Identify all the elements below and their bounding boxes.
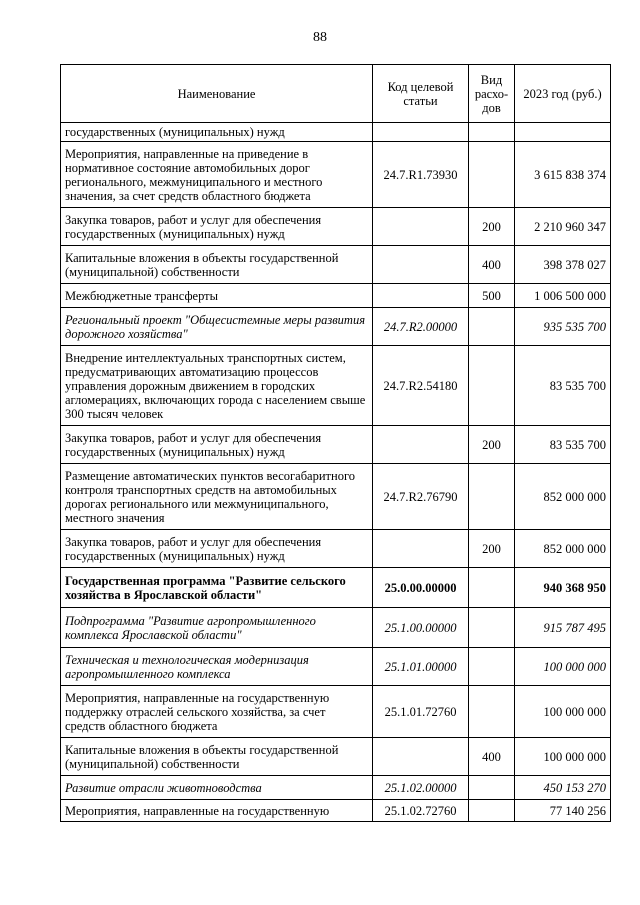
row-code: 24.7.R1.73930	[373, 142, 469, 208]
row-kind: 200	[469, 208, 515, 246]
row-code	[373, 738, 469, 776]
row-kind: 400	[469, 246, 515, 284]
row-kind	[469, 123, 515, 142]
row-name: Размещение автоматических пунктов весогабаритного контроля транспортных средств на автомобильных дорогах регионального или межмуниципального, местного значения	[61, 464, 373, 530]
table-row	[61, 800, 611, 822]
table-body	[61, 123, 611, 822]
table-row	[61, 530, 611, 568]
row-sum: 100 000 000	[515, 648, 611, 686]
row-code: 24.7.R2.76790	[373, 464, 469, 530]
row-sum	[515, 123, 611, 142]
table-row	[61, 284, 611, 308]
row-name: Закупка товаров, работ и услуг для обеспечения государственных (муниципальных) нужд	[61, 208, 373, 246]
row-name: Мероприятия, направленные на приведение в нормативное состояние автомобильных дорог регионального, межмуниципального и местного значения, за счет средств областного бюджета	[61, 142, 373, 208]
budget-table	[60, 64, 611, 822]
row-code: 25.1.02.72760	[373, 800, 469, 822]
table-row	[61, 608, 611, 648]
row-kind	[469, 142, 515, 208]
row-sum: 852 000 000	[515, 530, 611, 568]
row-code	[373, 426, 469, 464]
row-kind	[469, 648, 515, 686]
row-code: 24.7.R2.00000	[373, 308, 469, 346]
row-sum: 3 615 838 374	[515, 142, 611, 208]
row-code: 25.0.00.00000	[373, 568, 469, 608]
row-code	[373, 208, 469, 246]
row-code: 25.1.01.72760	[373, 686, 469, 738]
table-row	[61, 208, 611, 246]
row-name: Техническая и технологическая модернизация агропромышленного комплекса	[61, 648, 373, 686]
table-row	[61, 686, 611, 738]
row-sum: 83 535 700	[515, 346, 611, 426]
row-code	[373, 530, 469, 568]
table-row	[61, 648, 611, 686]
table-row	[61, 738, 611, 776]
row-kind	[469, 776, 515, 800]
row-kind	[469, 346, 515, 426]
row-kind: 200	[469, 530, 515, 568]
row-kind: 200	[469, 426, 515, 464]
row-sum: 398 378 027	[515, 246, 611, 284]
table-row	[61, 142, 611, 208]
table-row	[61, 346, 611, 426]
header-sum: 2023 год (руб.)	[515, 65, 611, 123]
row-kind	[469, 800, 515, 822]
row-kind	[469, 568, 515, 608]
row-sum: 77 140 256	[515, 800, 611, 822]
row-kind	[469, 608, 515, 648]
row-name: Подпрограмма "Развитие агропромышленного комплекса Ярославской области"	[61, 608, 373, 648]
table-row	[61, 246, 611, 284]
row-sum: 100 000 000	[515, 738, 611, 776]
row-code	[373, 284, 469, 308]
row-kind	[469, 308, 515, 346]
row-kind: 400	[469, 738, 515, 776]
table-header-row	[61, 65, 611, 123]
row-code: 24.7.R2.54180	[373, 346, 469, 426]
row-sum: 100 000 000	[515, 686, 611, 738]
row-name: Государственная программа "Развитие сельского хозяйства в Ярославской области"	[61, 568, 373, 608]
table-row	[61, 568, 611, 608]
row-sum: 852 000 000	[515, 464, 611, 530]
row-kind	[469, 464, 515, 530]
row-name: Закупка товаров, работ и услуг для обеспечения государственных (муниципальных) нужд	[61, 426, 373, 464]
row-sum: 915 787 495	[515, 608, 611, 648]
row-sum: 450 153 270	[515, 776, 611, 800]
row-sum: 83 535 700	[515, 426, 611, 464]
row-kind: 500	[469, 284, 515, 308]
header-name: Наименование	[61, 65, 373, 123]
row-code: 25.1.00.00000	[373, 608, 469, 648]
row-name: Капитальные вложения в объекты государственной (муниципальной) собственности	[61, 246, 373, 284]
row-name: Мероприятия, направленные на государственную поддержку отраслей сельского хозяйства, за счет средств областного бюджета	[61, 686, 373, 738]
row-code	[373, 123, 469, 142]
row-code	[373, 246, 469, 284]
row-name: Закупка товаров, работ и услуг для обеспечения государственных (муниципальных) нужд	[61, 530, 373, 568]
row-sum: 940 368 950	[515, 568, 611, 608]
header-kind: Вид расхо-дов	[469, 65, 515, 123]
row-code: 25.1.02.00000	[373, 776, 469, 800]
row-name: Межбюджетные трансферты	[61, 284, 373, 308]
table-row	[61, 464, 611, 530]
row-name: Капитальные вложения в объекты государственной (муниципальной) собственности	[61, 738, 373, 776]
row-sum: 2 210 960 347	[515, 208, 611, 246]
row-code: 25.1.01.00000	[373, 648, 469, 686]
row-kind	[469, 686, 515, 738]
row-name: Развитие отрасли животноводства	[61, 776, 373, 800]
row-name: государственных (муниципальных) нужд	[61, 123, 373, 142]
row-name: Региональный проект "Общесистемные меры развития дорожного хозяйства"	[61, 308, 373, 346]
row-name: Мероприятия, направленные на государственную	[61, 800, 373, 822]
table-row	[61, 308, 611, 346]
table-row	[61, 426, 611, 464]
table-row	[61, 123, 611, 142]
page-number: 88	[313, 30, 327, 45]
row-sum: 1 006 500 000	[515, 284, 611, 308]
header-code: Код целевой статьи	[373, 65, 469, 123]
table-row	[61, 776, 611, 800]
row-name: Внедрение интеллектуальных транспортных систем, предусматривающих автоматизацию процессов управления дорожным движением в городских агломерациях, включающих города с населением свыше 300 тысяч человек	[61, 346, 373, 426]
row-sum: 935 535 700	[515, 308, 611, 346]
